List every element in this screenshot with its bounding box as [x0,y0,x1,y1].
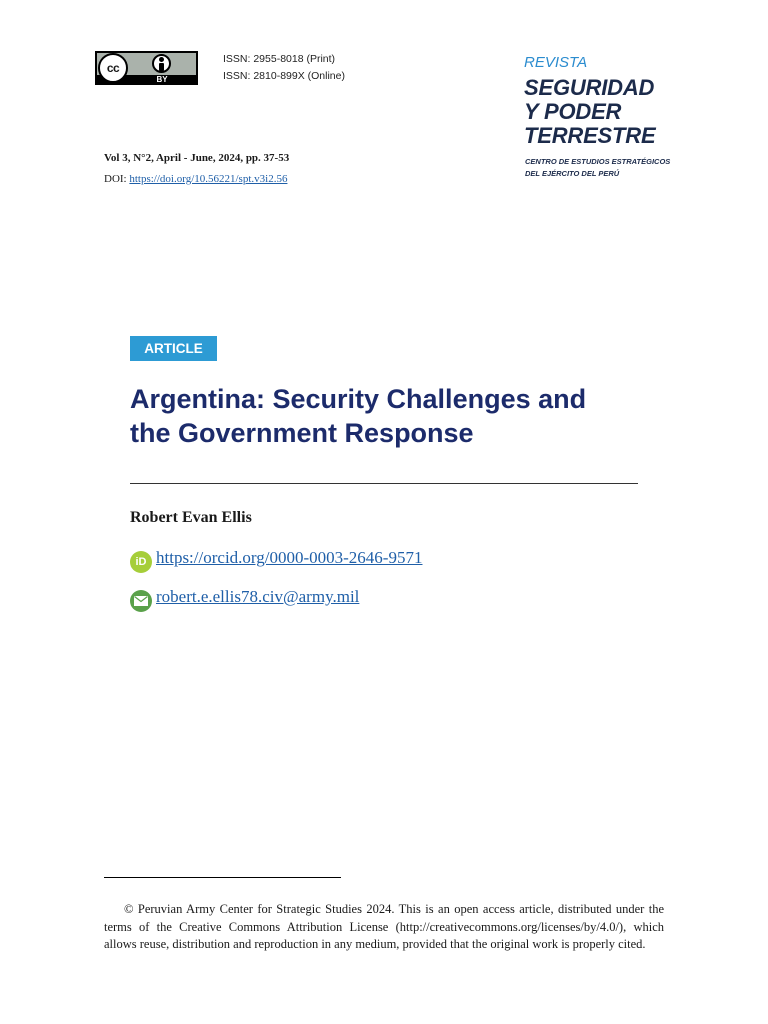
by-label: BY [156,75,168,84]
journal-name-line-2: Y PODER [524,99,622,124]
cc-license-icon: cc [98,53,128,83]
doi-line [104,173,287,185]
journal-name-line-3: TERRESTRE [524,123,656,148]
journal-name [524,76,655,148]
email-icon [130,590,152,612]
orcid-icon: iD [130,551,152,573]
volume-info: Vol 3, N°2, April - June, 2024, pp. 37-53 [104,152,290,164]
issn-online: ISSN: 2810-899X (Online) [223,70,345,82]
cc-by-license-badge [95,51,198,85]
doi-label: DOI: [104,173,130,185]
journal-publisher [525,156,670,180]
article-title [130,382,650,450]
journal-name-line-1: SEGURIDAD [524,75,655,100]
email-link[interactable]: robert.e.ellis78.civ@army.mil [156,587,360,606]
author-name: Robert Evan Ellis [130,509,252,526]
issn-print: ISSN: 2955-8018 (Print) [223,53,336,65]
orcid-link[interactable]: https://orcid.org/0000-0003-2646-9571 [156,548,423,567]
copyright-footnote: © Peruvian Army Center for Strategic Studies 2024. This is an open access article, distributed under the terms of the Creative Commons Attribution License (http://creativecommons.org/licenses/by/4.0/), which allows reuse, distribution and reproduction in any medium, provided that the original work is properly cited. [104,902,664,951]
publisher-line-2: DEL EJÉRCITO DEL PERÚ [525,169,620,178]
by-attribution-icon [152,54,171,73]
title-divider [130,483,638,484]
doi-link[interactable]: https://doi.org/10.56221/spt.v3i2.56 [129,173,288,185]
article-type-badge: ARTICLE [130,336,217,361]
article-title-line-2: the Government Response [130,418,474,448]
footnote-divider [104,877,341,878]
journal-revista-label: REVISTA [524,54,588,71]
article-title-line-1: Argentina: Security Challenges and [130,384,587,414]
publisher-line-1: CENTRO DE ESTUDIOS ESTRATÉGICOS [525,157,671,166]
